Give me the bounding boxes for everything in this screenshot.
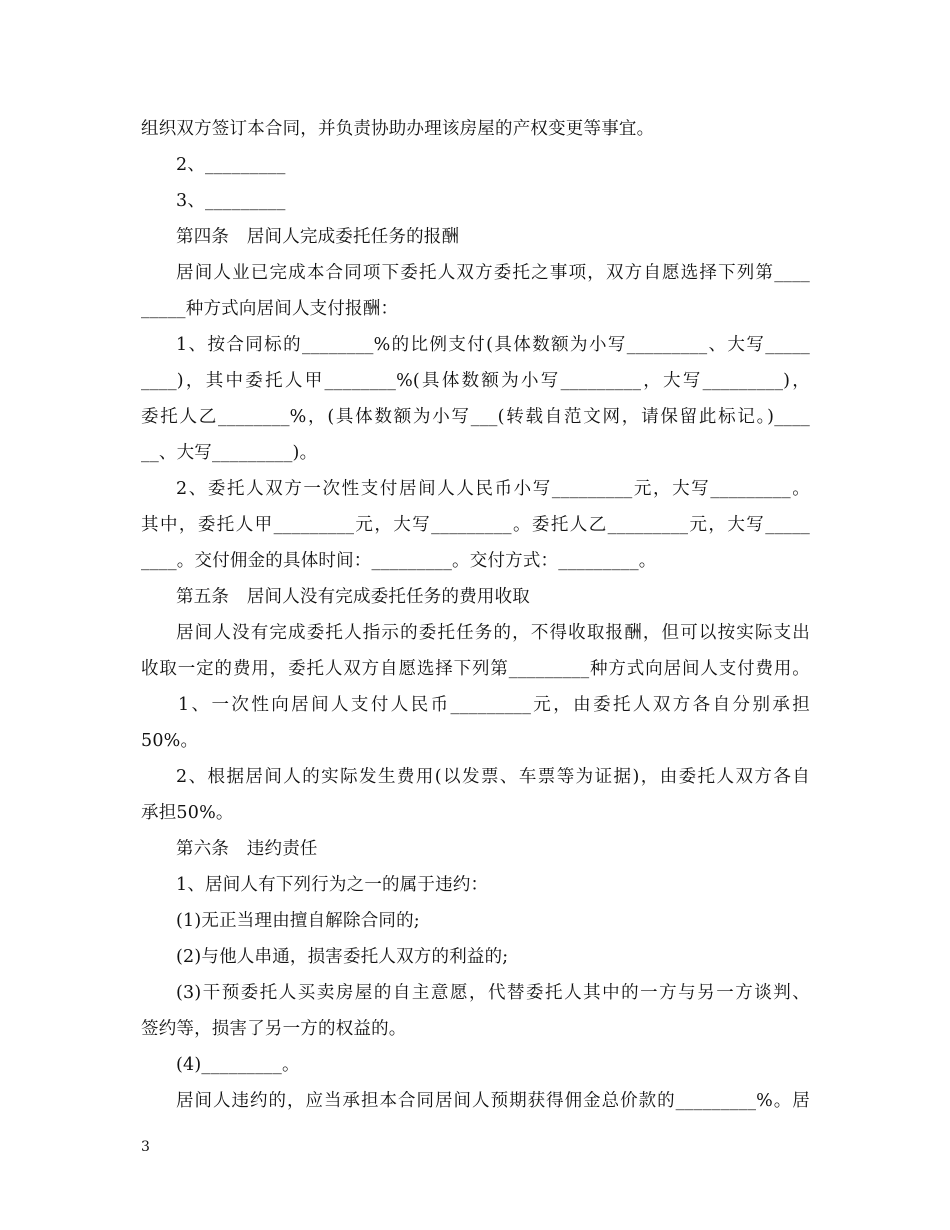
text-line-5: 居间人业已完成本合同项下委托人双方委托之事项，双方自愿选择下列第____ xyxy=(176,263,810,283)
section-heading-article-4: 第四条 居间人完成委托任务的报酬 xyxy=(176,227,460,247)
text-line-9: 委托人乙________%，(具体数额为小写___(转载自范文网，请保留此标记。)____ xyxy=(141,407,810,427)
page-number: 3 xyxy=(141,1139,150,1155)
text-line-8: ____)，其中委托人甲________%(具体数额为小写_________，大写_________)， xyxy=(141,371,810,391)
text-line-18: 50%。 xyxy=(141,731,199,751)
text-line-17: 1、一次性向居间人支付人民币_________元，由委托人双方各自分别承担 xyxy=(178,695,810,715)
text-line-16: 收取一定的费用，委托人双方自愿选择下列第_________种方式向居间人支付费用。 xyxy=(141,659,810,679)
text-line-25: (3)干预委托人买卖房屋的自主意愿，代替委托人其中的一方与另一方谈判、 xyxy=(176,983,810,1003)
text-line-1: 组织双方签订本合同，并负责协助办理该房屋的产权变更等事宜。 xyxy=(141,119,655,139)
text-line-12: 其中，委托人甲_________元，大写_________。委托人乙_________元，大写_____ xyxy=(141,515,810,535)
text-line-15: 居间人没有完成委托人指示的委托任务的，不得收取报酬，但可以按实际支出 xyxy=(176,623,810,643)
text-line-10: __、大写_________)。 xyxy=(141,443,318,463)
text-line-23: (1)无正当理由擅自解除合同的; xyxy=(176,911,420,931)
text-line-3: 3、_________ xyxy=(176,191,286,211)
section-heading-article-5: 第五条 居间人没有完成委托任务的费用收取 xyxy=(176,587,530,607)
text-line-6: _____种方式向居间人支付报酬： xyxy=(141,299,399,319)
section-heading-article-6: 第六条 违约责任 xyxy=(176,839,318,859)
text-line-11: 2、委托人双方一次性支付居间人人民币小写_________元，大写_________。 xyxy=(176,479,810,499)
text-line-19: 2、根据居间人的实际发生费用(以发票、车票等为证据)，由委托人双方各自 xyxy=(176,767,810,787)
text-line-13: ____。交付佣金的具体时间：_________。交付方式：_________。 xyxy=(141,551,657,571)
text-line-22: 1、居间人有下列行为之一的属于违约： xyxy=(176,875,489,895)
text-line-26: 签约等，损害了另一方的权益的。 xyxy=(141,1019,407,1039)
text-line-28: 居间人违约的，应当承担本合同居间人预期获得佣金总价款的_________%。居 xyxy=(176,1091,810,1111)
text-line-2: 2、_________ xyxy=(176,155,286,175)
text-line-7: 1、按合同标的________%的比例支付(具体数额为小写_________、大写_____ xyxy=(176,335,810,355)
text-line-20: 承担50%。 xyxy=(141,803,234,823)
text-line-24: (2)与他人串通，损害委托人双方的利益的; xyxy=(176,947,509,967)
text-line-27: (4)_________。 xyxy=(176,1055,300,1075)
